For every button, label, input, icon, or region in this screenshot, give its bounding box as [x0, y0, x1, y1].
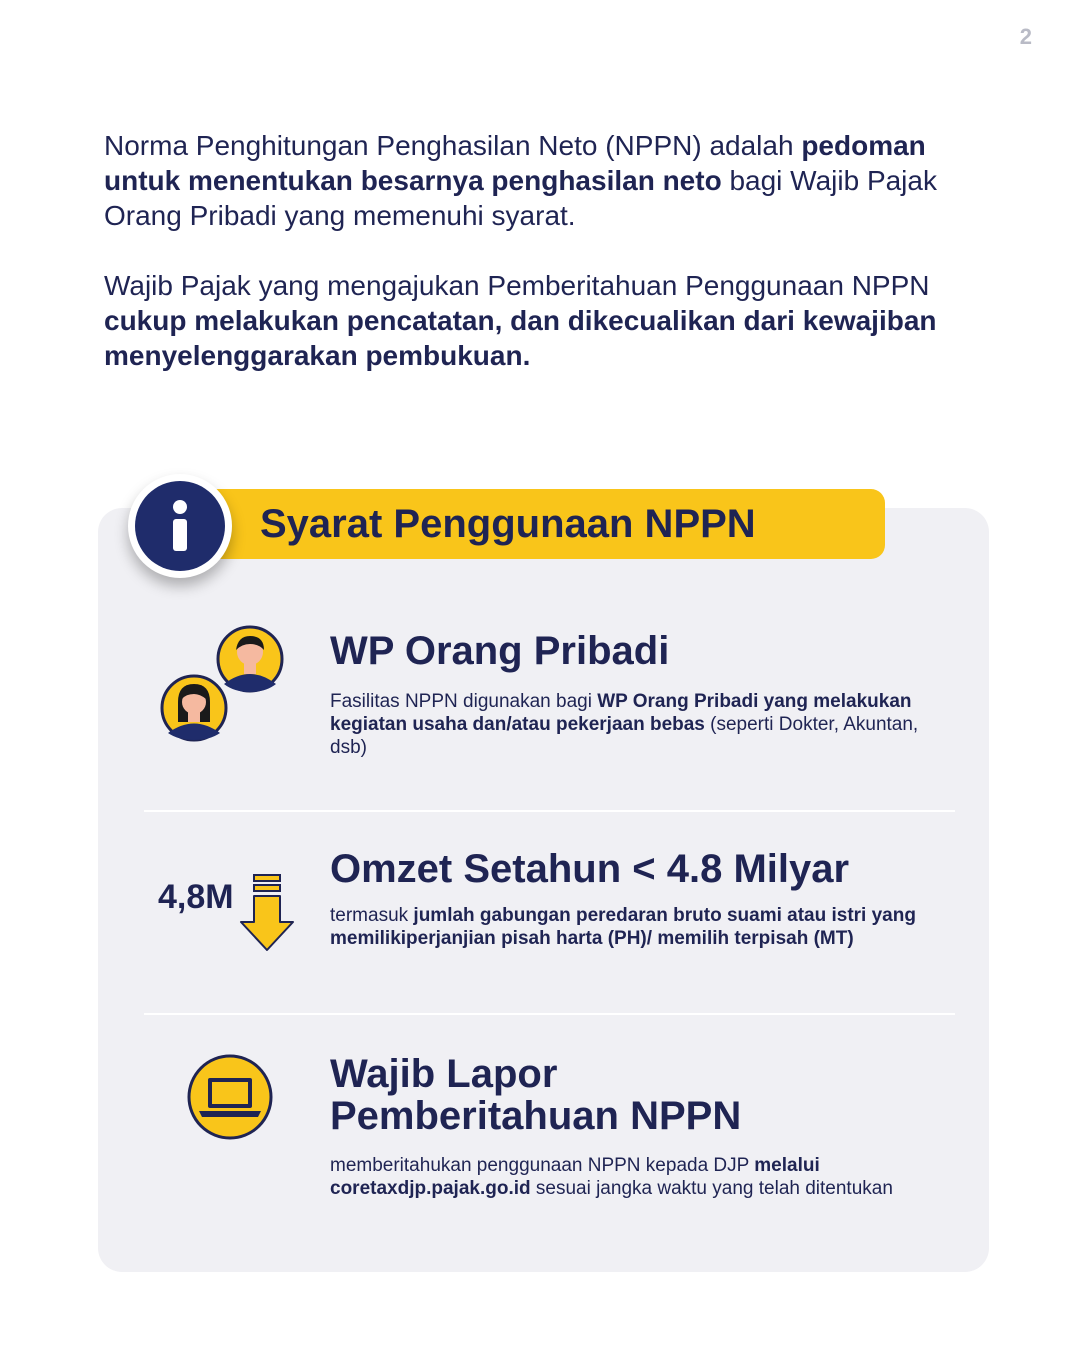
- down-arrow-icon: [238, 872, 296, 954]
- page-number: 2: [1019, 24, 1032, 49]
- item-desc-wp-orang-pribadi: Fasilitas NPPN digunakan bagi WP Orang Pribadi yang melakukan kegiatan usaha dan/atau pekerjaan bebas (seperti Dokter, Akuntan, dsb): [330, 691, 919, 758]
- section-title: Syarat Penggunaan NPPN: [260, 502, 756, 546]
- item-title-wajib-lapor: Wajib Lapor Pemberitahuan NPPN: [330, 1052, 742, 1138]
- item-title-omzet: Omzet Setahun < 4.8 Milyar: [330, 847, 850, 891]
- item-desc-omzet: termasuk jumlah gabungan peredaran bruto suami atau istri yang memilikiperjanjian pisah harta (PH)/ memilih terpisah (MT): [330, 905, 916, 949]
- divider: [144, 810, 955, 812]
- amount-label: 4,8M: [158, 878, 234, 916]
- intro-text: [104, 128, 1004, 373]
- intro-paragraph-1: Norma Penghitungan Penghasilan Neto (NPPN) adalah pedoman untuk menentukan besarnya penghasilan neto bagi Wajib Pajak Orang Pribadi yang memenuhi syarat.: [104, 130, 937, 231]
- intro-paragraph-2: Wajib Pajak yang mengajukan Pemberitahuan Penggunaan NPPN cukup melakukan pencatatan, dan dikecualikan dari kewajiban menyelenggarakan pembukuan.: [104, 270, 937, 371]
- item-title-wp-orang-pribadi: WP Orang Pribadi: [330, 629, 670, 673]
- divider: [144, 1013, 955, 1015]
- two-persons-icon: [156, 622, 288, 746]
- item-desc-wajib-lapor: memberitahukan penggunaan NPPN kepada DJP melalui coretaxdjp.pajak.go.id sesuai jangka waktu yang telah ditentukan: [330, 1155, 893, 1199]
- intro-emphasis-2: cukup melakukan pencatatan, dan dikecualikan dari kewajiban menyelenggarakan pembukuan.: [104, 305, 937, 371]
- laptop-icon: [186, 1053, 274, 1141]
- section-banner: [200, 489, 885, 559]
- info-icon: [128, 474, 232, 578]
- intro-emphasis-1: pedoman untuk menentukan besarnya penghasilan neto: [104, 130, 926, 196]
